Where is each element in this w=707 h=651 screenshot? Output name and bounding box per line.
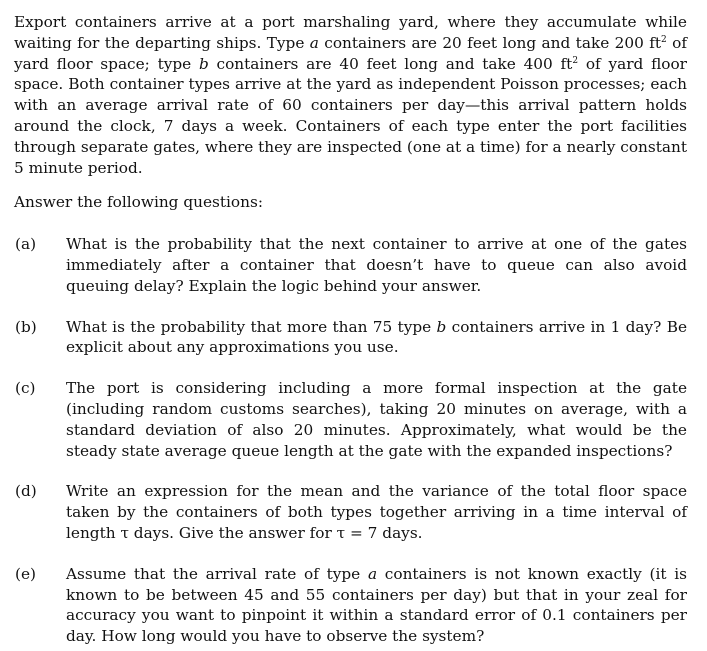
instructions: Answer the following questions: [14,193,263,212]
question-label: (a) [15,235,37,254]
variable-a: a [367,564,378,583]
variable-a: a [309,33,319,52]
question-label: (b) [15,317,37,336]
question-b [14,317,687,359]
problem-statement [14,12,687,178]
question-text-part: Assume that the arrival rate of type [66,564,368,583]
variable-b: b [436,317,447,336]
superscript-2: 2 [572,55,579,66]
intro-text-2: containers are 20 feet long and take 200 ft [318,33,662,52]
question-list [14,234,687,647]
variable-b: b [198,54,209,73]
intro-text-4: containers are 40 feet long and take 400 ft [208,54,573,73]
question-a [14,234,687,296]
question-text-part: containers is not known exactly (it is known to be between 45 and 55 containers per day) but that in your zeal for accuracy you want to pinpoint it within a standard error of 0.1 containers per day. How long would you have to observe the system? [66,564,687,646]
question-label: (e) [15,564,36,583]
question-text: The port is considering including a more formal inspection at the gate (including random customs searches), taking 20 minutes on average, with a standard deviation of also 20 minutes. Approximately, what would be the steady state average queue length at the gate with the expanded inspections? [66,379,687,460]
question-d [14,481,687,543]
question-label: (d) [15,482,37,501]
intro-text-1: Export containers arrive at a port marshaling yard, where they accumulate while waiting for the departing ships. Type [14,13,687,52]
question-text [66,564,687,647]
question-text: Write an expression for the mean and the variance of the total floor space taken by the containers of both types together arriving in a time interval of length τ days. Give the answer for τ = 7 days. [66,482,687,542]
question-text-part: What is the probability that more than 75 type [66,317,437,336]
question-text-part: containers arrive in 1 day? Be explicit about any approximations you use. [66,317,688,357]
question-text: What is the probability that the next container to arrive at one of the gates immediately after a container that doesn’t have to queue can also avoid queuing delay? Explain the logic behind your answer. [66,235,687,295]
question-text [66,317,687,359]
superscript-2: 2 [661,34,667,45]
intro-text-5: of yard floor space. Both container types arrive at the yard as independent Poisson processes; each with an average arrival rate of 60 containers per day—this arrival pattern holds around the clock, 7 days a week. Containers of each type enter the port facilities through separate gates, where they are inspected (one at a time) for a nearly constant 5 minute period. [14,54,687,177]
intro-text-3: of yard floor space; type [14,33,687,73]
question-label: (c) [15,379,36,398]
question-c [14,378,687,461]
question-e [14,564,687,647]
